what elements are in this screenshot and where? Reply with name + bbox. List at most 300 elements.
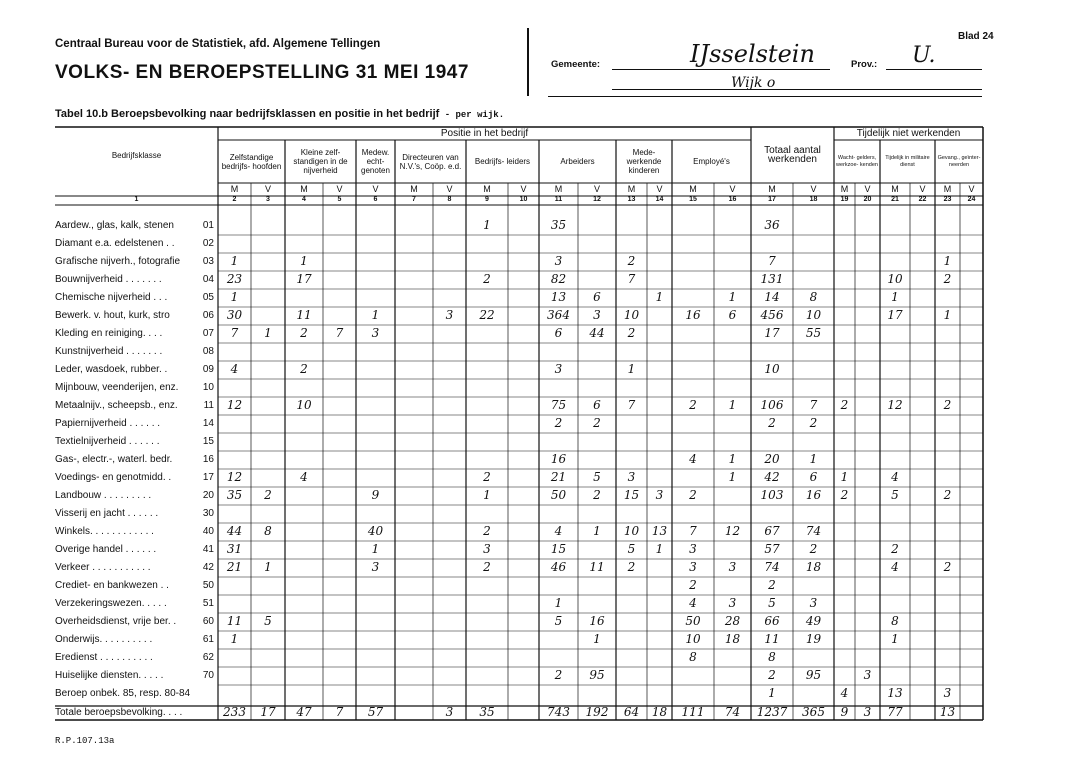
cell-value: 30 xyxy=(226,308,243,322)
cell-value: 2 xyxy=(689,398,697,412)
row-label: Aardew., glas, kalk, stenen xyxy=(55,220,174,231)
cell-value: 74 xyxy=(764,560,780,574)
row-number: 07 xyxy=(202,328,214,339)
mv-label: V xyxy=(864,184,871,194)
cell-value: 10 xyxy=(685,632,701,646)
cell-value: 3 xyxy=(943,686,952,700)
cell-value: 2 xyxy=(809,542,818,556)
row-label: Landbouw . . . . . . . . . xyxy=(55,490,152,501)
cell-value: 4 xyxy=(840,686,849,700)
cell-value: 5 xyxy=(554,614,563,628)
cell-value: 1 xyxy=(943,308,952,322)
cell-value: 2 xyxy=(483,560,491,574)
column-number: 24 xyxy=(967,196,976,203)
cell-value: 1 xyxy=(891,290,899,304)
cell-value: 1 xyxy=(230,290,239,304)
cell-value: 13 xyxy=(550,290,567,304)
positie-header: Positie in het bedrijf xyxy=(440,128,529,139)
cell-value: 42 xyxy=(764,470,780,484)
column-number: 13 xyxy=(627,196,636,203)
column-number: 1 xyxy=(134,196,139,203)
cell-value: 8 xyxy=(689,650,697,664)
row-label: Gas-, electr.-, waterl. bedr. xyxy=(55,454,173,465)
row-number: 04 xyxy=(202,274,214,285)
row-label: Mijnbouw, veenderijen, enz. xyxy=(55,382,179,393)
row-label: Kleding en reiniging. . . . xyxy=(55,328,163,339)
cell-value: 1 xyxy=(230,254,239,268)
cell-value: 2 xyxy=(768,668,776,682)
group-header: Kleine zelf- standigen in de nijverheid xyxy=(293,148,348,175)
cell-value: 95 xyxy=(589,668,605,682)
cell-value: 7 xyxy=(689,524,697,538)
cell-value: 14 xyxy=(764,290,780,304)
cell-value: 35 xyxy=(226,488,243,502)
organisation-header: Centraal Bureau voor de Statistiek, afd. Algemene Tellingen xyxy=(55,38,381,50)
cell-value: 18 xyxy=(805,560,822,574)
cell-value: 82 xyxy=(550,272,567,286)
total-value: 365 xyxy=(802,705,825,719)
cell-value: 1 xyxy=(230,632,239,646)
cell-value: 106 xyxy=(760,398,784,412)
row-label: Bewerk. v. hout, kurk, stro xyxy=(55,310,170,321)
row-number: 30 xyxy=(202,508,214,519)
bedrijfsklasse-header: Bedrijfsklasse xyxy=(111,150,162,160)
mv-label: M xyxy=(891,184,899,194)
row-number: 10 xyxy=(202,382,214,393)
total-value: 17 xyxy=(260,705,276,719)
blad-number: Blad 24 xyxy=(958,31,994,42)
group-header: Directeuren van N.V.'s, Coöp. e.d. xyxy=(399,152,462,171)
cell-value: 3 xyxy=(554,254,563,268)
cell-value: 35 xyxy=(550,218,567,232)
total-value: 3 xyxy=(445,705,454,719)
cell-value: 74 xyxy=(805,524,822,538)
cell-value: 2 xyxy=(943,398,952,412)
provincie-label: Prov.: xyxy=(851,59,878,70)
cell-value: 36 xyxy=(764,218,780,232)
mv-label: M xyxy=(410,184,418,194)
cell-value: 1 xyxy=(627,362,636,376)
row-label: Papiernijverheid . . . . . . xyxy=(55,418,161,429)
row-number: 05 xyxy=(202,292,214,303)
row-number: 17 xyxy=(202,472,214,483)
cell-value: 1 xyxy=(809,452,818,466)
row-number: 03 xyxy=(202,256,214,267)
total-value: 743 xyxy=(547,705,570,719)
tijdelijk-header: Tijdelijk niet werkenden xyxy=(856,128,961,139)
cell-value: 2 xyxy=(627,326,636,340)
table-title-text: Tabel 10.b Beroepsbevolking naar bedrijfsklassen en positie in het bedrijf xyxy=(55,108,440,120)
total-value: 74 xyxy=(724,705,741,719)
total-value: 233 xyxy=(223,705,246,719)
cell-value: 5 xyxy=(891,488,899,502)
row-number: 01 xyxy=(202,220,214,231)
row-label: Eredienst . . . . . . . . . . xyxy=(55,652,153,663)
cell-value: 66 xyxy=(764,614,780,628)
row-label: Onderwijs. . . . . . . . . . xyxy=(55,634,153,645)
column-number: 6 xyxy=(373,196,378,203)
cell-value: 10 xyxy=(623,308,640,322)
column-number: 22 xyxy=(918,196,927,203)
row-number: 70 xyxy=(202,670,214,681)
cell-value: 23 xyxy=(226,272,243,286)
cell-value: 1 xyxy=(728,290,737,304)
mv-label: V xyxy=(593,184,600,194)
cell-value: 5 xyxy=(627,542,636,556)
group-header: Gevang., geïnter- neerden xyxy=(937,154,981,168)
cell-value: 3 xyxy=(863,668,872,682)
cell-value: 4 xyxy=(554,524,563,538)
total-value: 111 xyxy=(681,705,705,719)
cell-value: 16 xyxy=(805,488,822,502)
total-value: 1237 xyxy=(756,705,788,719)
cell-value: 2 xyxy=(891,542,899,556)
cell-value: 67 xyxy=(764,524,780,538)
cell-value: 12 xyxy=(226,398,243,412)
cell-value: 10 xyxy=(623,524,640,538)
column-number: 10 xyxy=(519,196,528,203)
cell-value: 3 xyxy=(593,308,601,322)
cell-value: 8 xyxy=(809,290,818,304)
mv-label: V xyxy=(446,184,453,194)
mv-label: M xyxy=(300,184,308,194)
cell-value: 3 xyxy=(371,560,380,574)
row-label: Winkels. . . . . . . . . . . . xyxy=(55,526,154,537)
row-label: Leder, wasdoek, rubber. . xyxy=(55,364,168,375)
cell-value: 1 xyxy=(728,452,737,466)
cell-value: 5 xyxy=(593,470,601,484)
row-number: 50 xyxy=(202,580,214,591)
cell-value: 10 xyxy=(887,272,903,286)
column-number: 20 xyxy=(863,196,872,203)
cell-value: 6 xyxy=(728,308,737,322)
row-label: Overheidsdienst, vrije ber. . xyxy=(55,616,177,627)
total-value: 9 xyxy=(840,705,849,719)
row-number: 60 xyxy=(202,616,214,627)
row-number: 06 xyxy=(202,310,214,321)
cell-value: 2 xyxy=(840,398,849,412)
column-number: 11 xyxy=(554,196,563,203)
cell-value: 20 xyxy=(764,452,780,466)
row-number: 08 xyxy=(202,346,214,357)
cell-value: 11 xyxy=(296,308,312,322)
cell-value: 44 xyxy=(226,524,243,538)
row-number: 62 xyxy=(202,652,214,663)
cell-value: 456 xyxy=(760,308,784,322)
cell-value: 2 xyxy=(483,470,491,484)
cell-value: 3 xyxy=(483,542,491,556)
cell-value: 1 xyxy=(483,218,491,232)
cell-value: 4 xyxy=(689,596,697,610)
mv-label: V xyxy=(264,184,271,194)
cell-value: 6 xyxy=(809,470,818,484)
cell-value: 2 xyxy=(264,488,272,502)
cell-value: 15 xyxy=(550,542,567,556)
mv-label: V xyxy=(968,184,975,194)
total-value: 57 xyxy=(367,705,384,719)
group-header: Wacht- gelders, werkzoe- kenden xyxy=(836,154,878,168)
row-label: Bouwnijverheid . . . . . . . xyxy=(55,274,162,285)
row-label: Voedings- en genotmidd. . xyxy=(55,472,172,483)
cell-value: 55 xyxy=(805,326,822,340)
cell-value: 1 xyxy=(768,686,776,700)
cell-value: 2 xyxy=(768,416,776,430)
cell-value: 2 xyxy=(593,488,601,502)
cell-value: 1 xyxy=(593,524,601,538)
row-number: 51 xyxy=(202,598,214,609)
row-label: Metaalnijv., scheepsb., enz. xyxy=(55,400,178,411)
cell-value: 57 xyxy=(764,542,780,556)
total-value: 47 xyxy=(296,705,312,719)
group-header: Zelfstandige bedrijfs- hoofden xyxy=(221,152,282,171)
cell-value: 2 xyxy=(943,560,952,574)
row-label: Chemische nijverheid . . . xyxy=(55,292,168,303)
cell-value: 4 xyxy=(689,452,697,466)
cell-value: 4 xyxy=(300,470,308,484)
cell-value: 1 xyxy=(728,398,737,412)
cell-value: 2 xyxy=(483,524,491,538)
cell-value: 95 xyxy=(805,668,822,682)
gemeente-label: Gemeente: xyxy=(551,59,601,70)
cell-value: 2 xyxy=(627,254,636,268)
column-number: 8 xyxy=(447,196,452,203)
row-number: 16 xyxy=(202,454,214,465)
cell-value: 11 xyxy=(764,632,780,646)
cell-value: 3 xyxy=(371,326,380,340)
cell-value: 7 xyxy=(768,254,776,268)
cell-value: 8 xyxy=(891,614,899,628)
mv-label: M xyxy=(230,184,239,194)
cell-value: 1 xyxy=(655,290,664,304)
cell-value: 2 xyxy=(554,668,563,682)
cell-value: 28 xyxy=(724,614,741,628)
cell-value: 49 xyxy=(805,614,822,628)
total-value: 3 xyxy=(863,705,872,719)
cell-value: 4 xyxy=(891,470,899,484)
cell-value: 131 xyxy=(760,272,784,286)
cell-value: 1 xyxy=(593,632,601,646)
total-value: 35 xyxy=(479,705,495,719)
cell-value: 2 xyxy=(483,272,491,286)
cell-value: 3 xyxy=(627,470,636,484)
form-code: R.P.107.13a xyxy=(55,736,115,746)
total-value: 7 xyxy=(335,705,344,719)
cell-value: 17 xyxy=(296,272,312,286)
cell-value: 75 xyxy=(550,398,567,412)
mv-label: V xyxy=(336,184,343,194)
mv-label: M xyxy=(840,184,849,194)
total-label: Totale beroepsbevolking. . . . xyxy=(55,707,183,718)
cell-value: 16 xyxy=(589,614,605,628)
total-value: 13 xyxy=(939,705,956,719)
cell-value: 5 xyxy=(264,614,272,628)
column-number: 4 xyxy=(302,196,306,203)
cell-value: 4 xyxy=(230,362,239,376)
column-number: 2 xyxy=(232,196,237,203)
row-label: Beroep onbek. 85, resp. 80-84 xyxy=(55,688,191,699)
column-number: 5 xyxy=(337,196,342,203)
group-header: Mede- werkende kinderen xyxy=(626,148,662,175)
wijk-value: Wijk o xyxy=(731,75,776,91)
mv-label: V xyxy=(520,184,527,194)
cell-value: 2 xyxy=(689,488,697,502)
cell-value: 1 xyxy=(728,470,737,484)
cell-value: 11 xyxy=(226,614,243,628)
row-label: Textielnijverheid . . . . . . xyxy=(55,436,160,447)
cell-value: 12 xyxy=(887,398,903,412)
cell-value: 21 xyxy=(550,470,567,484)
cell-value: 2 xyxy=(689,578,697,592)
cell-value: 7 xyxy=(230,326,239,340)
column-number: 9 xyxy=(485,196,489,203)
cell-value: 364 xyxy=(547,308,570,322)
column-number: 16 xyxy=(728,196,737,203)
mv-label: V xyxy=(729,184,736,194)
cell-value: 7 xyxy=(335,326,344,340)
group-header: Medew. echt- genoten xyxy=(361,148,390,175)
mv-label: V xyxy=(372,184,379,194)
cell-value: 21 xyxy=(226,560,243,574)
cell-value: 2 xyxy=(300,362,308,376)
column-number: 14 xyxy=(655,196,664,203)
cell-value: 6 xyxy=(593,398,601,412)
row-number: 61 xyxy=(202,634,214,645)
provincie-value: U. xyxy=(912,43,936,68)
form-title: VOLKS- EN BEROEPSTELLING 31 MEI 1947 xyxy=(55,62,469,83)
row-number: 09 xyxy=(202,364,214,375)
row-number: 11 xyxy=(203,400,214,411)
cell-value: 7 xyxy=(809,398,818,412)
group-header: Arbeiders xyxy=(560,157,595,166)
row-label: Crediet- en bankwezen . . xyxy=(55,580,169,591)
column-number: 19 xyxy=(840,196,849,203)
mv-label: V xyxy=(810,184,817,194)
row-number: 14 xyxy=(202,418,214,429)
row-label: Verzekeringswezen. . . . . xyxy=(55,598,167,609)
cell-value: 3 xyxy=(554,362,563,376)
cell-value: 11 xyxy=(589,560,605,574)
total-value: 64 xyxy=(623,705,640,719)
cell-value: 8 xyxy=(768,650,776,664)
cell-value: 46 xyxy=(550,560,567,574)
cell-value: 2 xyxy=(593,416,601,430)
cell-value: 50 xyxy=(685,614,701,628)
cell-value: 40 xyxy=(367,524,384,538)
column-number: 18 xyxy=(809,196,818,203)
cell-value: 3 xyxy=(445,308,454,322)
cell-value: 50 xyxy=(550,488,567,502)
cell-value: 7 xyxy=(627,398,636,412)
column-number: 21 xyxy=(891,196,899,203)
cell-value: 22 xyxy=(479,308,495,322)
cell-value: 5 xyxy=(768,596,776,610)
row-label: Grafische nijverh., fotografie xyxy=(55,256,181,267)
mv-label: M xyxy=(943,184,952,194)
cell-value: 1 xyxy=(300,254,308,268)
row-label: Huiselijke diensten. . . . . xyxy=(55,670,164,681)
cell-value: 2 xyxy=(840,488,849,502)
cell-value: 15 xyxy=(623,488,640,502)
cell-value: 8 xyxy=(264,524,272,538)
cell-value: 10 xyxy=(764,362,780,376)
cell-value: 1 xyxy=(264,560,272,574)
cell-value: 16 xyxy=(550,452,567,466)
cell-value: 18 xyxy=(724,632,741,646)
row-label: Diamant e.a. edelstenen . . xyxy=(55,238,175,249)
row-number: 02 xyxy=(202,238,214,249)
cell-value: 31 xyxy=(226,542,243,556)
group-header: Bedrijfs- leiders xyxy=(474,157,531,166)
cell-value: 7 xyxy=(627,272,636,286)
column-number: 17 xyxy=(768,196,776,203)
cell-value: 6 xyxy=(593,290,601,304)
row-number: 40 xyxy=(202,526,214,537)
cell-value: 6 xyxy=(554,326,563,340)
mv-label: V xyxy=(919,184,926,194)
cell-value: 10 xyxy=(296,398,312,412)
row-number: 20 xyxy=(202,490,214,501)
cell-value: 10 xyxy=(805,308,822,322)
table-title-note: - per wijk. xyxy=(439,110,505,120)
cell-value: 3 xyxy=(728,596,737,610)
mv-label: M xyxy=(627,184,636,194)
cell-value: 3 xyxy=(809,596,818,610)
gemeente-value: IJsselstein xyxy=(690,40,815,68)
column-number: 12 xyxy=(593,196,601,203)
column-number: 3 xyxy=(266,196,270,203)
total-value: 18 xyxy=(651,705,668,719)
total-value: 192 xyxy=(585,705,609,719)
row-number: 41 xyxy=(202,544,214,555)
cell-value: 1 xyxy=(840,470,849,484)
cell-value: 1 xyxy=(943,254,952,268)
cell-value: 1 xyxy=(891,632,899,646)
mv-label: M xyxy=(689,184,697,194)
cell-value: 2 xyxy=(300,326,308,340)
cell-value: 17 xyxy=(764,326,780,340)
cell-value: 9 xyxy=(371,488,380,502)
cell-value: 19 xyxy=(805,632,822,646)
cell-value: 16 xyxy=(685,308,701,322)
cell-value: 1 xyxy=(655,542,664,556)
mv-label: M xyxy=(483,184,491,194)
row-label: Overige handel . . . . . . xyxy=(55,544,157,555)
cell-value: 12 xyxy=(226,470,243,484)
cell-value: 2 xyxy=(809,416,818,430)
column-number: 15 xyxy=(689,196,697,203)
cell-value: 2 xyxy=(943,272,952,286)
cell-value: 1 xyxy=(483,488,491,502)
cell-value: 3 xyxy=(655,488,664,502)
cell-value: 3 xyxy=(689,542,697,556)
cell-value: 2 xyxy=(554,416,563,430)
cell-value: 4 xyxy=(891,560,899,574)
cell-value: 1 xyxy=(371,542,380,556)
cell-value: 2 xyxy=(943,488,952,502)
cell-value: 44 xyxy=(589,326,605,340)
cell-value: 1 xyxy=(264,326,272,340)
cell-value: 103 xyxy=(760,488,784,502)
total-value: 77 xyxy=(887,705,903,719)
cell-value: 2 xyxy=(627,560,636,574)
cell-value: 3 xyxy=(689,560,697,574)
cell-value: 2 xyxy=(768,578,776,592)
mv-label: V xyxy=(656,184,663,194)
row-label: Kunstnijverheid . . . . . . . xyxy=(55,346,163,357)
cell-value: 1 xyxy=(554,596,563,610)
mv-label: M xyxy=(768,184,776,194)
row-number: 42 xyxy=(202,562,214,573)
